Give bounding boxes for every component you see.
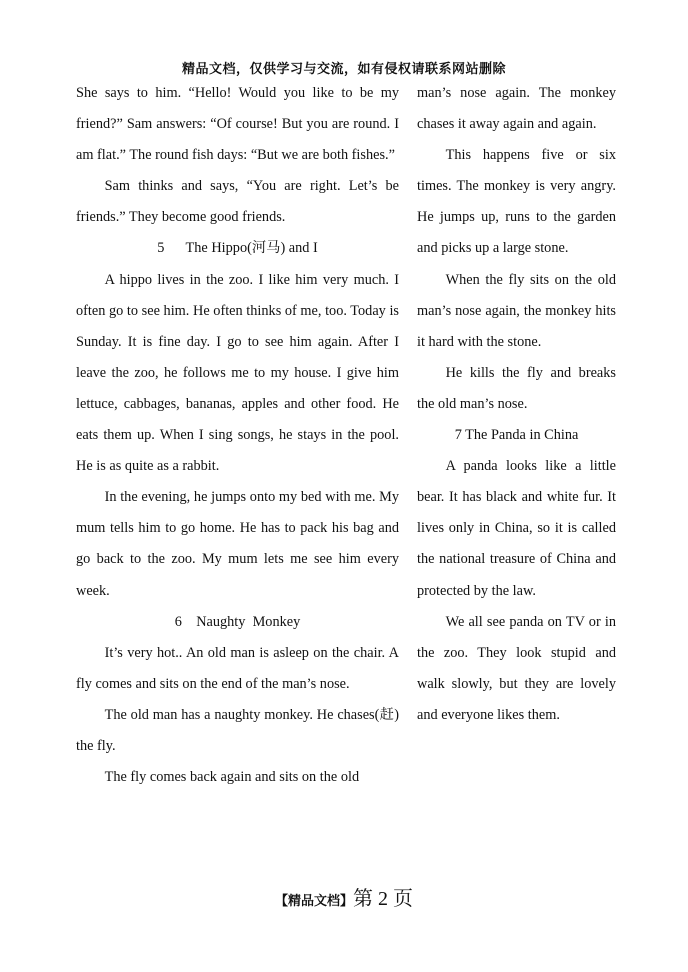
header-notice: 精品文档，仅供学习与交流，如有侵权请联系网站删除 <box>181 62 506 77</box>
paragraph: In the evening, he jumps onto my bed with me. My mum tells him to go home. He has to pack his bag and go back to the zoo. My mum lets me see him every week. <box>76 489 399 599</box>
section-heading-6: 6 Naughty Monkey <box>174 613 301 630</box>
paragraph: The old man has a naughty monkey. He chases(赶) the fly. <box>76 706 399 754</box>
paragraph: man’s nose again. The monkey chases it away again and again. <box>417 85 616 133</box>
paragraph: A panda looks like a little bear. It has black and white fur. It lives only in China, so it is called the national treasure of China and protected by the law. <box>417 458 616 599</box>
paragraph: This happens five or six times. The monkey is very angry. He jumps up, runs to the garden and picks up a large stone. <box>417 147 616 257</box>
paragraph: When the fly sits on the old man’s nose again, the monkey hits it hard with the stone. <box>417 271 616 350</box>
paragraph: A hippo lives in the zoo. I like him very much. I often go to see him. He often thinks of me, too. Today is Sunday. It is fine day. I go to see him again. After I leave the zoo, he follows me to my house. I give him lettuce, cabbages, bananas, apples and other food. He eats them up. When I sing songs, he stays in the pool. He is as quite as a rabbit. <box>76 271 399 475</box>
page-footer <box>0 882 688 911</box>
paragraph: We all see panda on TV or in the zoo. They look stupid and walk slowly, but they are lovely and everyone likes them. <box>417 613 616 723</box>
paragraph: He kills the fly and breaks the old man’s nose. <box>417 364 616 412</box>
footer-brand: 【精品文档】 <box>274 894 353 909</box>
paragraph: Sam thinks and says, “You are right. Let’s be friends.” They become good friends. <box>76 178 399 226</box>
paragraph: It’s very hot.. An old man is asleep on the chair. A fly comes and sits on the end of the man’s nose. <box>76 644 399 692</box>
page-number: 第 2 页 <box>353 888 413 910</box>
section-heading-5: 5 The Hippo(河马) and I <box>157 240 318 257</box>
right-column <box>417 78 616 731</box>
paragraph: The fly comes back again and sits on the old <box>104 769 360 786</box>
paragraph: She says to him. “Hello! Would you like to be my friend?” Sam answers: “Of course! But you are round. I am flat.” The round fish days: “But we are both fishes.” <box>76 85 399 164</box>
left-column <box>76 78 399 793</box>
section-heading-7: 7 The Panda in China <box>454 427 579 444</box>
